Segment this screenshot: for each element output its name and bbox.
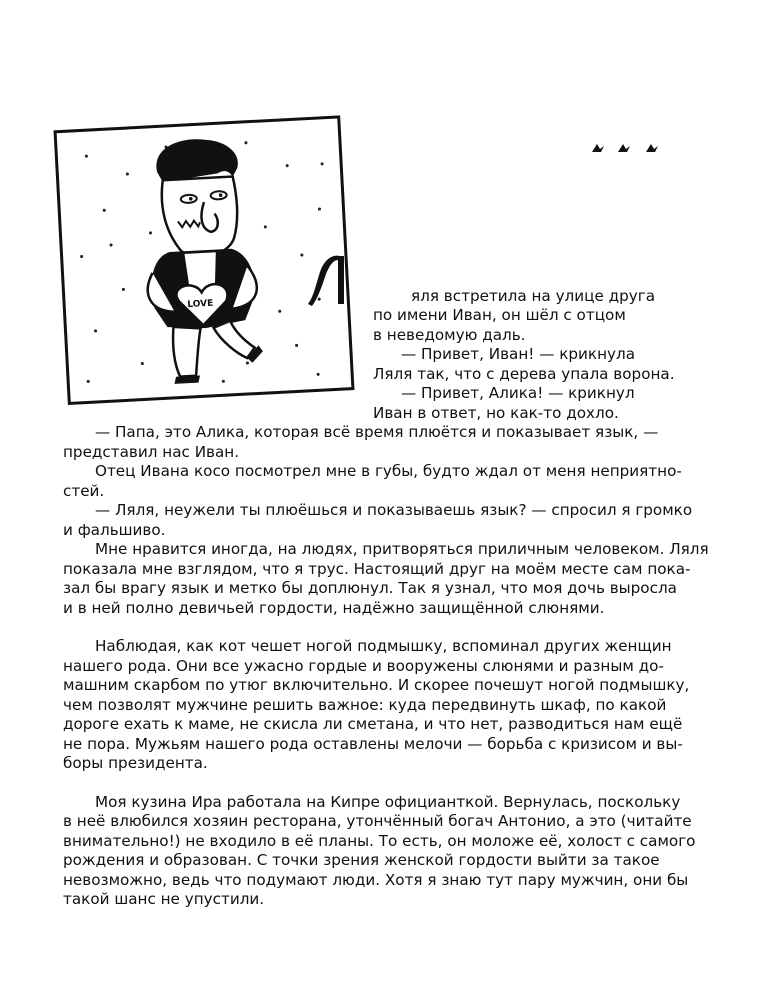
text-line: — Папа, это Алика, которая всё время плюётся и показывает язык, —: [95, 423, 659, 441]
text-line: Моя кузина Ира работала на Кипре официанткой. Вернулась, поскольку: [95, 793, 681, 811]
text-line: Ляля так, что с дерева упала ворона.: [373, 365, 675, 383]
text-line: такой шанс не упустили.: [63, 890, 265, 908]
text-line: яля встретила на улице друга: [411, 287, 656, 305]
text-line: — Привет, Алика! — крикнул: [401, 384, 635, 402]
text-line: представил нас Иван.: [63, 443, 240, 461]
text-line: стей.: [63, 482, 105, 500]
text-line: по имени Иван, он шёл с отцом: [373, 306, 626, 324]
text-line: Мне нравится иногда, на людях, притворяться приличным человеком. Ляля: [95, 540, 709, 558]
text-line: — Ляля, неужели ты плюёшься и показываешь язык? — спросил я громко: [95, 501, 693, 519]
text-line: дороге ехать к маме, не скисла ли сметана, и что нет, разводиться нам ещё: [63, 715, 683, 733]
text-line: показала мне взглядом, что я трус. Настоящий друг на моём месте сам пока-: [63, 560, 691, 578]
text-line: Иван в ответ, но как-то дохло.: [373, 404, 619, 422]
text-line: Наблюдая, как кот чешет ногой подмышку, вспоминал других женщин: [95, 637, 672, 655]
text-line: — Привет, Иван! — крикнула: [401, 345, 636, 363]
svg-text:LOVE: LOVE: [187, 298, 214, 311]
three-stars-ornament: [590, 138, 670, 158]
text-line: машним скарбом по утюг включительно. И скорее почешут ногой подмышку,: [63, 676, 690, 694]
text-line: и в ней полно девичьей гордости, надёжно защищённой слюнями.: [63, 599, 605, 617]
text-line: нашего рода. Они все ужасно гордые и вооружены слюнями и разным до-: [63, 657, 664, 675]
text-line: невозможно, ведь что подумают люди. Хотя я знаю тут пару мужчин, они бы: [63, 871, 689, 889]
text-line: и фальшиво.: [63, 521, 166, 539]
text-line: зал бы врагу язык и метко бы доплюнул. Так я узнал, что моя дочь выросла: [63, 579, 677, 597]
dropcap-letter: [304, 250, 348, 310]
text-line: не пора. Мужьям нашего рода оставлены мелочи — борьба с кризисом и вы-: [63, 735, 683, 753]
text-line: чем позволят мужчине решить важное: куда передвинуть шкаф, по какой: [63, 696, 667, 714]
text-line: в неё влюбился хозяин ресторана, утончённый богач Антонио, а это (читайте: [63, 812, 692, 830]
text-line: Отец Ивана косо посмотрел мне в губы, будто ждал от меня неприятно-: [95, 462, 682, 480]
text-line: боры президента.: [63, 754, 208, 772]
text-line: внимательно!) не входило в её планы. То есть, он моложе её, холост с самого: [63, 832, 696, 850]
text-line: в неведомую даль.: [373, 326, 526, 344]
text-line: рождения и образован. С точки зрения женской гордости выйти за такое: [63, 851, 660, 869]
